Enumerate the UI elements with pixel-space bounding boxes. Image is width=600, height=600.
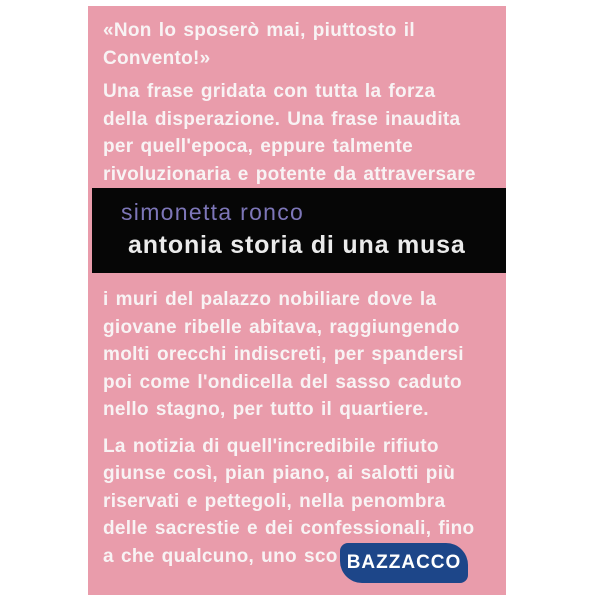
text-line: a che qualcuno, uno sco [103,545,338,567]
text-line: giovane ribelle abitava, raggiungendo [103,316,460,338]
text-line: nello stagno, per tutto il quartiere. [103,399,429,420]
body-paragraph-1 [103,286,491,424]
text-line: riservati e pettegoli, nella penombra [103,490,446,512]
quote-text [103,17,491,72]
text-line: molti orecchi indiscreti, per spandersi [103,344,464,365]
text-line: delle sacrestie e dei confessionali, fino [103,518,475,539]
title-band [92,188,506,273]
text-line: Convento!» [103,47,211,69]
text-line: Una frase gridata con tutta la forza [103,81,436,102]
text-line: poi come l'ondicella del sasso caduto [103,371,462,393]
opening-paragraph [103,78,491,188]
text-line: i muri del palazzo nobiliare dove la [103,289,437,310]
book-cover [88,6,506,595]
text-line: per quell'epoca, eppure talmente [103,136,414,157]
publisher-badge [340,543,468,583]
text-line: «Non lo sposerò mai, piuttosto il [103,20,415,41]
text-line: rivoluzionaria e potente da attraversare [103,163,476,185]
text-line: giunse così, pian piano, ai salotti più [103,463,456,484]
text-line: della disperazione. Una frase inaudita [103,108,461,130]
book-title: antonia storia di una musa [128,231,466,259]
author-name: simonetta ronco [121,199,305,225]
publisher-name: BAZZACCO [346,552,462,573]
text-line: La notizia di quell'incredibile rifiuto [103,435,439,457]
